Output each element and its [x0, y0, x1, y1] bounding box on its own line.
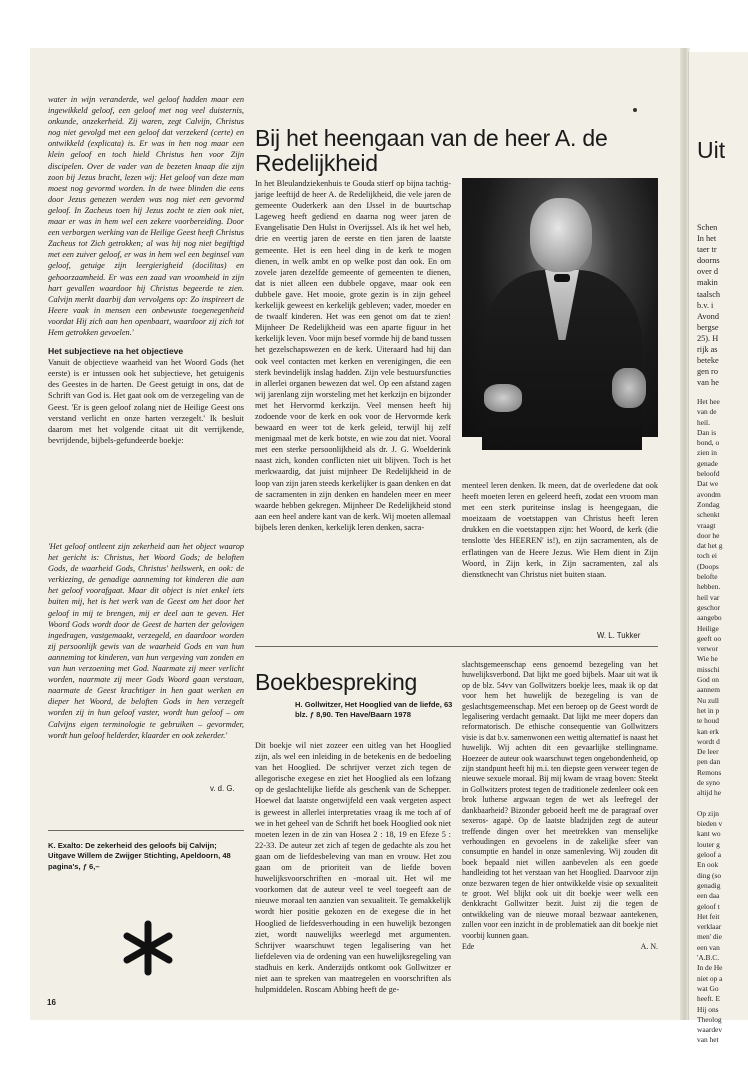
print-dot	[633, 108, 637, 112]
quote-column	[48, 541, 244, 787]
right-page-title: Uit	[697, 137, 726, 163]
previous-article-column	[48, 94, 244, 509]
divider-rule-article	[255, 646, 658, 647]
review-sign-place: Ede	[462, 941, 475, 951]
intro-paragraph: water in wijn veranderde, wel geloof hadden maar een ingewikkeld geloof, een geloof met nog veel duisternis, onkunde, onzekerheid. Zij waren, zegt Calvijn, Christus nog niet gevolgd met een geloof dat verzekerd (certe) en ontwikkeld (explicata) is. Er was in hen nog maar een klein geloof en toch hield Christus hen voor Zijn discipelen. Over de vader van de bezeten knaap die zijn zoon bij Jezus bracht, lezen wij: Het geloof van deze man moest nog gevormd worden. In de twee blinden die eens door Jezus genezen werden was nog niet een gevormd geloof. In Zacheus toen hij Jezus zocht te zien ook niet, maar er was in hem wel een zekere voorbereiding. Door een verborgen werking van de Heilige Geest heeft Christus Zacheus tot Zich getrokken; al was hij nog niet begiftigd met een zuiver geloof, er was in hem wel een beginsel van geloof, getuige zijn leergierigheid (docilitas) en gehoorzaamheid. Er was een zaad van vroomheid in zijn hart gevallen waardoor hij Christus begeerde te zien. Calvijn merkt daarbij dan vervolgens op: Zo inspireert de Heere vaak in mensen een onbewuste toegenegenheid voordat Hij zich aan hen openbaart, waardoor zij zich tot Hem getrokken gevoelen.'	[48, 95, 245, 337]
review-column-right	[462, 660, 658, 1018]
article-body-left: In het Bleulandziekenhuis te Gouda stierf op bijna tachtig-jarige leeftijd de heer A. de Redelijkheid, die vele jaren de gemeente Ouderkerk aan den IJssel in de buurtschap Lageweg heeft gediend en daarna nog weer jaren de Evangelisatie Den Hulst in Overijssel. Als ik het wel heb, drie en veertig jaren de eerste en tien jaren de laatste gemeente. Het is een heel ding in de kerk te mogen dienen, in welk ambt en op welke post dan ook. En om zovele jaren dezelfde gemeente of gemeenten te dienen, dat is niet alleen een dubbele opgave, maar ook een dubbele gave. Het mooie, grote gezin is in zijn geheel kerkelijk geweest en kerkelijk gebleven; vader, moeder en de twaalf kinderen. Het was een genot om dat te zien! Mijnheer De Redelijkheid was een aparte figuur in het kerkelijk leven. Voor mijn besef vormde hij de band tussen het gezelschapswezen en de kerk. Uiteraard had hij dan ook veel contacten met kerken en verenigingen, die een sterk bevindelijk inslag hadden. Zijn vele bestuursfuncties in allerlei organen bewezen dat wel. Op een afstand zagen wij jarenlang zijn worsteling met het kerkzijn en bijzonder met het Hervormd kerkzijn. Veel mensen heeft hij zodoende voor de kerk en ook voor de Hervormde kerk bewaard en weer tot de kerk geleid, terwijl hij zelf menigmaal met de kerk botste, en wie zou dat niet. Vooral met een sterke persoonlijkheid als dr. J. G. Woelderink naast zich, konden conflicten niet uit blijven. Toch is het merkwaardig, dat juist mijnheer De Redelijkheid in de loop van zijn jaren steeds kerkelijker is gaan denken en dat de sacramenten in zijn denken en handelen meer en meer waarde hebben gekregen. Mijnheer De Redelijkheid stond aan een heel andere kant van de kerk. Wij moeten allemaal bijbels leren denken, kerkelijk leren denken, sacra-	[255, 179, 451, 532]
divider-rule	[48, 830, 244, 831]
book-reference: K. Exalto: De zekerheid des geloofs bij Calvijn; Uitgave Willem de Zwijger Stichting, Apeldoorn, 48 pagina's, ƒ 6,–	[48, 841, 231, 871]
portrait-photo	[462, 178, 658, 437]
review-signature-row	[462, 942, 658, 952]
article-column-left	[255, 178, 451, 646]
review-title: Boekbespreking	[255, 669, 418, 695]
portrait-head	[530, 198, 592, 272]
right-page-fragment-bottom: Het hee van de heil. Dan is bond, o zien in genade beloofd Dat we avondm Zondag schenkt vraagt door he dat het g toch ei (Doops belofte hebben. heil var geschor aangebo Heilige geeft oo verwor Wie he misschi God on aannem Nu zull het in p te houd kan erk wordt d De leer pen dan Remons de syno altijd he Op zijn bieden v kant wo louter g geloof a En ook ding (so genadig een daa geloof t Het feit verklaar men' die een van 'A.B.C. In de He niet op a wat Go heeft. E Hij ons Theolog waardev van het	[697, 397, 723, 1045]
portrait-hand-right	[612, 368, 646, 408]
review-book-meta: H. Gollwitzer, Het Hooglied van de liefde, 63 blz. ƒ 8,90. Ten Have/Baarn 1978	[295, 700, 453, 720]
section-paragraph: Vanuit de objectieve waarheid van het Woord Gods (het eerste) is er intussen ook het subjectieve, het getuigenis des Geestes in de harten. De Geest getuigt in ons, dat de Schrift van God is. Het gaat ook om de verzegeling van de Geest. 'Er is geen geloof zolang niet de Heilige Geest ons verstand verlicht en onze harten verzegelt.' Ik besluit daarom met het volgende citaat uit dit verrijkende, bevrijdende, bijbels-gefundeerde boekje:	[48, 358, 244, 445]
review-sign-initials: A. N.	[640, 941, 658, 951]
article-column-right	[462, 480, 658, 628]
right-page-fragment-top: Schen In het taer tr doorns over d makin taalsch b.v. i Avond bergse 25). H rijk as beteke gen ro van he	[697, 223, 721, 388]
article-title: Bij het heengaan van de heer A. de Redelijkheid	[255, 125, 608, 176]
review-column-left	[255, 740, 451, 1018]
quote-paragraph: 'Het geloof ontleent zijn zekerheid aan het object waarop het gericht is: Christus, het Woord Gods; de beloften Gods, de waarheid Gods, Christus' heilswerk, en ook: de verkiezing, de genadige aanneming tot kinderen die aan het geloof voorafgaat. Maar dit object is niet enkel iets buiten mij, het is het werk van de Geest om het door het geloof in mij te brengen, mij er deel aan te geven. Het Woord Gods wordt door de Geest de harten der gelovigen ingedragen, vastgemaakt, verzegeld, en daardoor worden zij persoonlijk gewis van de waarheid Gods en van hun aanneming tot kinderen, van hun vergeving van zonden en van hun verzoening met God. Naarmate zij meer verlicht worden, naarmate zij meer Gods Woord gaan verstaan, naarmate de Geest krachtiger in hen gaat werken en dieper het Woord, de beloften Gods in hen verzegelt worden zij in hun geloof vaster, wordt hun geloof – om Calvijns eigen terminologie te gebruiken – gevormder, wordt hun geloof helderder, klaarder en ook zekerder.'	[48, 542, 244, 740]
portrait-hand-left	[484, 384, 522, 412]
section-heading: Het subjectieve na het objectieve	[48, 346, 184, 357]
portrait-bowtie	[554, 274, 570, 282]
article-body-right: menteel leren denken. Ik meen, dat de overledene dat ook heeft moeten leren en geleerd heeft, zodat een vroom man met een sterk puriteinse inslag is heengegaan, die moeizaam de voetstappen van Christus heeft leren drukken en die voetstappen zijn: het Woord, de kerk (die tenslotte 'des HEEREN' is!), en zijn sacramenten, als de erflatingen van de Heere Jezus. Wie Hem dient in Zijn Woord, in Zijn kerk, in Zijn sacramenten, zal als dienstknecht van Christus niet buiten staan.	[462, 481, 658, 579]
review-body-left: Dit boekje wil niet zozeer een uitleg van het Hooglied zijn, als wel een inleiding in de betekenis en de bedoeling van het Hooglied. De schrijver verzet zich tegen de allegorische exegese en ziet het Hooglied als een lofzang op de geslachtelijke liefde als geschenk van de Schepper. Hoewel dat laatste ongetwijfeld een vaak vergeten aspect is geweest in allerlei interpretaties vraag ik me toch af of we in het geheel van de Schrift het boek Hooglied ook niet moeten lezen in de zin van Hosea 2 : 18, 19 en Efeze 5 : 22-33. De auteur zet zich af tegen de gedachte als zou het gaan om de liefdesbeleving van man en vrouw. Het zou gaan om de prioriteit van de liefde boven huwelijksvoorschriften en -moraal uit. Het wil me voorkomen dat de auteur veel te veel toegeeft aan de nieuwe moraal ten aanzien van sexualiteit. Te gemakkelijk wordt hier positie gekozen en de exegese die in het Hooglied de liefdesverhouding in een huwelijk bezongen ziet, wordt nauwelijks weerlegd met argumenten. Schrijver waarschuwt tegen legalisering van het liefdeleven via de ordening van een huwelijksregeling van stadhuis en kerk. Anderzijds ontkomt ook Gollwitzer er niet aan te spreken van maatregelen en voorschriften als hulpmiddelen. Roscam Abbing heeft de ge-	[255, 741, 451, 995]
asterisk-icon	[118, 918, 178, 978]
page-number: 16	[47, 998, 56, 1007]
right-page	[688, 52, 748, 1045]
signature-tukker: W. L. Tukker	[597, 631, 641, 640]
review-body-right: slachtsgemeenschap eens genoemd bezegeling van het huwelijksverbond. Dat lijkt me goed bijbels. Maar uit wat ik op de blz. 54vv van Gollwitzers boekje lees, maak ik op dat voor hem het huwelijk de bezegeling is van de geslachtsgemeenschap. Met een beroep op de Geest wordt de legalisering verdacht gemaakt. Dat lijkt me meer dopers dan reformatorisch. De ethische consequentie van Gollwitzers visie is dat b.v. samenwonen een wettig alternatief is naast het huwelijk. Wij achten dit een gevaarlijke stellingname. Hoezeer de auteur ook waarschuwt tegen ongebondenheid, op zijn standpunt heeft hij m.i. ten diepste geen verweer tegen de nieuwe sexuele moraal. Bij mij kwam de vraag boven: Steekt in Gollwitzers protest tegen de traditionele zedenleer ook een brok lutherse argwaan tegen de wet als leefregel der dankbaarheid? Bizonder geboeid heeft me de paragraaf over sexeros- agapè. Op de laatste bladzijden zegt de auteur treffende dingen over het meetrekken van menselijke verhoudingen en gevoelens in de zakelijke sfeer van consumptie en handel in onze samenleving. Wij zouden dit boek bepaald niet willen aanbevelen als een goede handleiding tot het verstaan van het Hooglied. Daarvoor zijn onze bezwaren tegen de hier ontwikkelde visie op sexualiteit te groot. Wel blijkt ook uit dit boekje weer welk een denkkracht Gollwitzer bezit. Juist zij die tegen de ontwikkeling van de nieuwe moraal bezwaar aantekenen, zullen voor een inzicht in de problematiek aan dit boekje niet voorbij kunnen gaan.	[462, 660, 658, 940]
signature-vdg: v. d. G.	[210, 784, 235, 793]
